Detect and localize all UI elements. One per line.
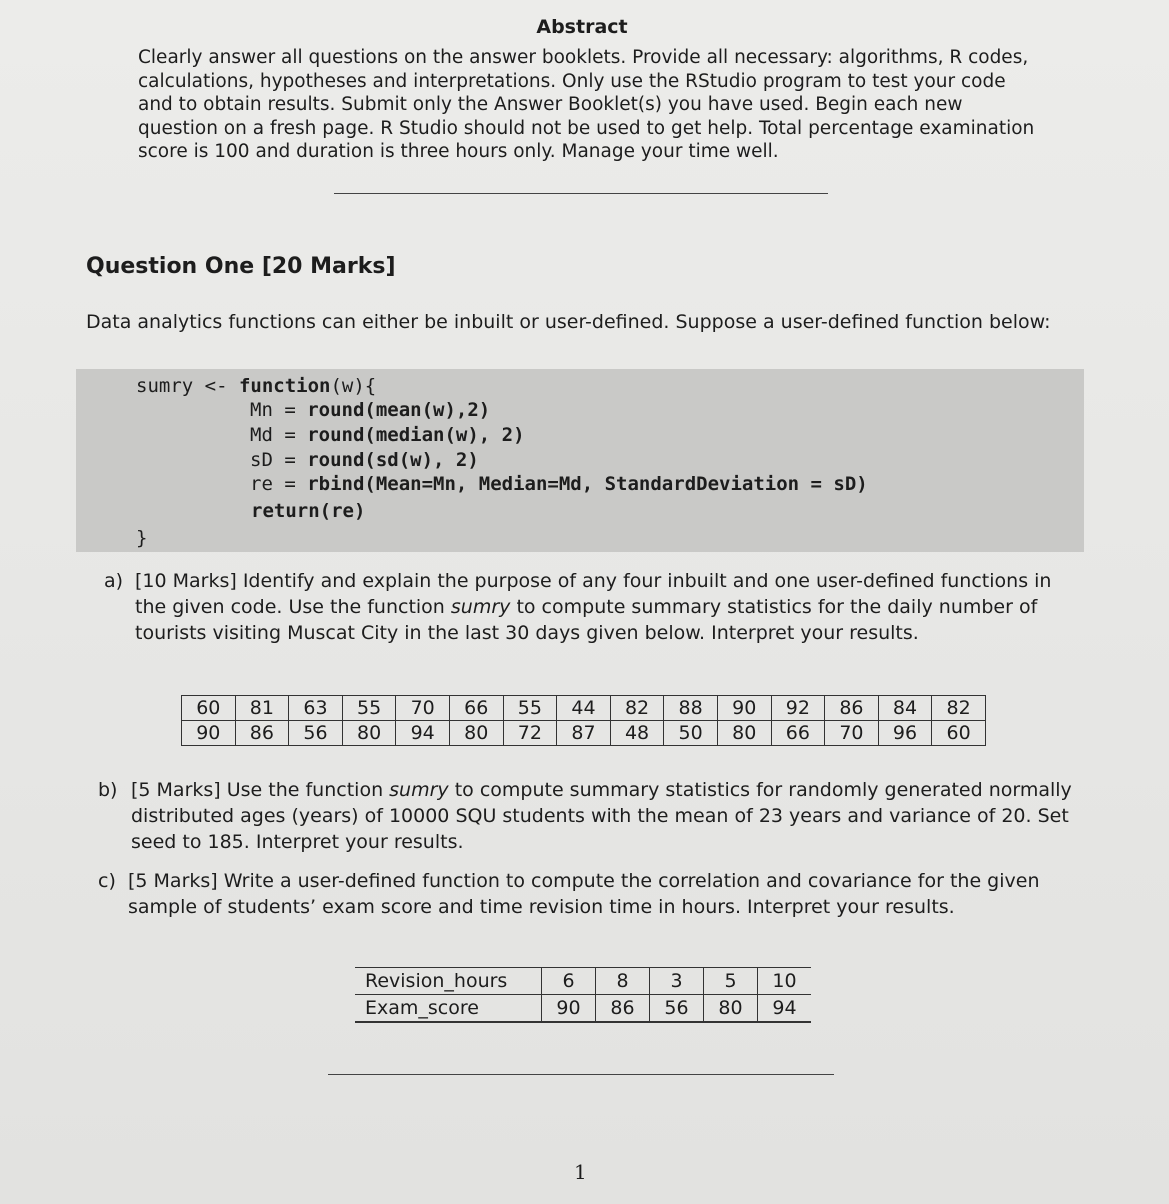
code-fn-name: sumry <- [136,375,239,397]
table-cell: 70 [396,696,450,721]
part-c-text: [5 Marks] Write a user-defined function to compute the correlation and covariance for the given sample of students’ exam score and time revision time in hours. Interpret your results. [128,870,1040,918]
part-c-label: c) [98,870,116,892]
page-number: 1 [574,1160,587,1184]
table-cell: 50 [664,721,718,746]
table-cell: 80 [717,721,771,746]
table-cell: 80 [704,995,758,1023]
code-lhs: sD = [250,449,308,471]
table-cell: 72 [503,721,557,746]
code-rhs: round(median(w), 2) [307,424,525,446]
table-cell: 90 [717,696,771,721]
part-a-label: a) [104,570,124,592]
part-a-text: [10 Marks] Identify and explain the purpose of any four inbuilt and one user-defined functions in the given code. Use the function sumry to compute summary statistics for the daily number of tourists visiting Muscat City in the last 30 days given below. Interpret your results. [135,570,1052,644]
table-cell: 48 [610,721,664,746]
table-cell: 55 [342,696,396,721]
table-cell: 63 [289,696,343,721]
table-cell: 55 [503,696,557,721]
code-rhs: round(sd(w), 2) [307,449,479,471]
table-row [355,995,811,1023]
code-lhs: Md = [250,424,308,446]
table-cell: 8 [596,968,650,995]
divider-rule [328,1074,834,1075]
tourists-table [181,695,986,746]
table-row [182,721,986,746]
code-line-2 [250,398,490,422]
code-line-6: return(re) [251,500,366,522]
divider-rule [334,193,828,194]
code-block [76,369,1084,552]
table-cell: 80 [449,721,503,746]
code-keyword: function [238,375,331,397]
row-label: Exam_score [355,995,542,1023]
table-cell: 6 [542,968,596,995]
function-name: sumry [389,779,449,801]
table-cell: 66 [771,721,825,746]
question-intro: Data analytics functions can either be inbuilt or user-defined. Suppose a user-defined function below: [86,311,1051,333]
code-rhs: round(mean(w),2) [307,399,491,421]
table-cell: 94 [758,995,812,1023]
part-c [98,868,1088,948]
table-cell: 3 [650,968,704,995]
function-name: sumry [450,596,511,618]
table-cell: 60 [182,696,236,721]
table-cell: 82 [610,696,664,721]
table-cell: 86 [235,721,289,746]
table-cell: 82 [932,696,986,721]
table-row [182,696,986,721]
table-cell: 66 [449,696,503,721]
table-cell: 10 [758,968,812,995]
table-cell: 94 [396,721,450,746]
part-a [104,568,1084,678]
table-cell: 88 [664,696,718,721]
code-line-7: } [136,527,148,549]
table-cell: 60 [932,721,986,746]
code-lhs: Mn = [250,399,308,421]
table-cell: 81 [235,696,289,721]
table-cell: 92 [771,696,825,721]
question-title: Question One [20 Marks] [86,254,396,279]
table-cell: 86 [825,696,879,721]
table-cell: 56 [289,721,343,746]
code-args: (w){ [330,375,377,397]
table-cell: 90 [542,995,596,1023]
code-line-5 [250,472,868,496]
abstract-title: Abstract [536,16,628,38]
table-cell: 5 [704,968,758,995]
table-cell: 56 [650,995,704,1023]
code-rhs: rbind(Mean=Mn, Median=Md, StandardDeviation = sD) [307,473,868,495]
table-cell: 70 [825,721,879,746]
code-line-1 [136,374,376,398]
row-label: Revision_hours [355,968,542,995]
table-cell: 84 [878,696,932,721]
abstract-body: Clearly answer all questions on the answer booklets. Provide all necessary: algorithms, R codes, calculations, hypotheses and interpretations. Only use the RStudio program to test your code and to obtain results. Submit only the Answer Booklet(s) you have used. Begin each new question on a fresh page. R Studio should not be used to get help. Total percentage examination score is 100 and duration is three hours only. Manage your time well. [138,47,1035,162]
code-line-3 [250,423,525,447]
table-cell: 86 [596,995,650,1023]
table-cell: 80 [342,721,396,746]
revision-table [355,967,811,1023]
code-line-4 [250,448,479,472]
table-cell: 90 [182,721,236,746]
code-lhs: re = [250,473,308,495]
table-cell: 96 [878,721,932,746]
table-cell: 87 [557,721,611,746]
table-row [355,968,811,995]
part-b-label: b) [98,779,118,801]
table-cell: 44 [557,696,611,721]
part-b [98,777,1088,857]
part-b-text: [5 Marks] Use the function sumry to compute summary statistics for randomly generated normally distributed ages (years) of 10000 SQU students with the mean of 23 years and variance of 20. Set seed to 185. Interpret your results. [131,779,1072,853]
